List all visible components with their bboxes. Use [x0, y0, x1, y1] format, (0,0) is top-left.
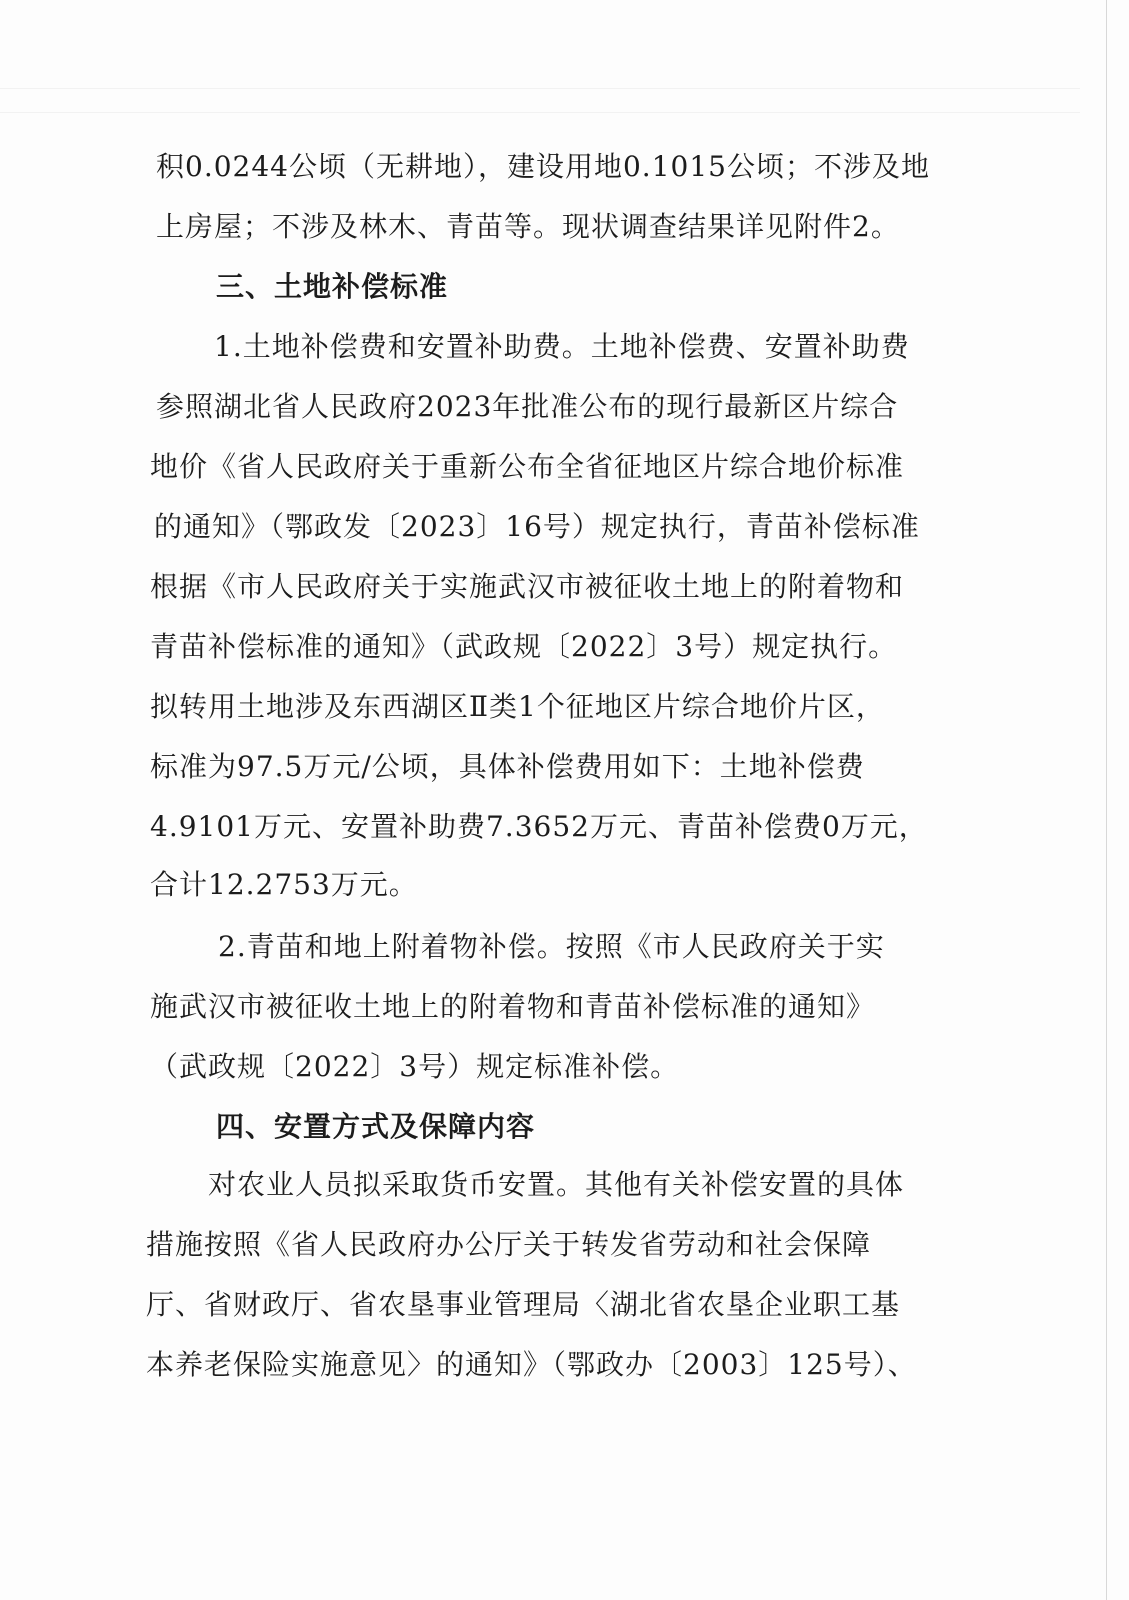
body-line: 地价《省人民政府关于重新公布全省征地区片综合地价标准: [150, 450, 905, 483]
body-line: 施武汉市被征收土地上的附着物和青苗补偿标准的通知》: [150, 990, 876, 1023]
body-line: 合计12.2753万元。: [150, 868, 418, 901]
body-line: 本养老保险实施意见〉的通知》（鄂政办〔2003〕125号）、: [146, 1348, 917, 1381]
body-line: 厅、省财政厅、省农垦事业管理局〈湖北省农垦企业职工基: [146, 1288, 901, 1321]
body-line: 2.青苗和地上附着物补偿。按照《市人民政府关于实: [218, 930, 885, 963]
body-line: 标准为97.5万元/公顷，具体补偿费用如下：土地补偿费: [150, 750, 865, 783]
body-line: 1.土地补偿费和安置补助费。土地补偿费、安置补助费: [214, 330, 910, 363]
section-heading-3: 三、土地补偿标准: [216, 270, 449, 303]
section-heading-4: 四、安置方式及保障内容: [216, 1110, 536, 1143]
body-line: 措施按照《省人民政府办公厅关于转发省劳动和社会保障: [146, 1228, 872, 1261]
body-line: （武政规〔2022〕3号）规定标准补偿。: [150, 1050, 680, 1083]
body-line: 青苗补偿标准的通知》（武政规〔2022〕3号）规定执行。: [150, 630, 898, 663]
scan-artifact: [0, 112, 1080, 113]
body-line: 参照湖北省人民政府2023年批准公布的现行最新区片综合: [156, 390, 899, 423]
body-line: 的通知》（鄂政发〔2023〕16号）规定执行，青苗补偿标准: [154, 510, 920, 543]
body-line: 对农业人员拟采取货币安置。其他有关补偿安置的具体: [208, 1168, 905, 1201]
body-line: 4.9101万元、安置补助费7.3652万元、青苗补偿费0万元，: [150, 810, 928, 843]
body-line: 根据《市人民政府关于实施武汉市被征收土地上的附着物和: [150, 570, 905, 603]
body-line: 上房屋；不涉及林木、青苗等。现状调查结果详见附件2。: [156, 210, 900, 243]
scan-edge-line: [1106, 0, 1107, 1600]
body-line: 拟转用土地涉及东西湖区Ⅱ类1个征地区片综合地价片区，: [150, 690, 885, 723]
body-line: 积0.0244公顷（无耕地），建设用地0.1015公顷；不涉及地: [156, 150, 930, 183]
scan-artifact: [0, 88, 1080, 89]
